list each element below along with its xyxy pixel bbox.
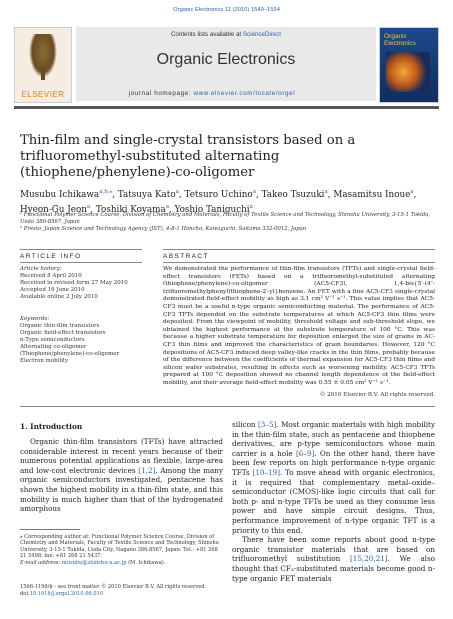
divider xyxy=(163,249,435,250)
body-column-right xyxy=(232,420,435,583)
paragraph: There have been some reports about good n-type organic transistor materials that are based on trifluoromethyl substitution [15,20,21]. We also thought that CF₃-substituted materials become good n-type organic FET materials xyxy=(232,535,435,583)
abstract-text: We demonstrated the performance of thin-film transistors (TFTs) and single-crystal field-effect transistors (FETs) based on a trifluoromethyl-substituted alternating (thiophene/phenylene)-co-oligomer (AC5-CF3), 1,4-bis{5′-(4″-trifluoromethylphenyl)thiophene-2′-yl}benzene. An FET with a fine AC5-CF3 single-crystal demonstrated field-effect mobility as high as 3.1 cm² V⁻¹ s⁻¹. This value implies that AC5-CF3 must be a useful n-type organic semiconducting material. The performance of AC5-CF3 TFTs depended on the substrate temperatures at which AC5-CF3 thin films were deposited. From the viewpoint of mobility, threshold voltage and sub-threshold slope, we obtained the highest performance at the substrate temperature of 100 °C. This was because a higher substrate temperature for deposition enlarged the size of grains in AC-CF3 thin films and improved the characteristics of grain boundaries. However, 120 °C depositions of AC5-CF3 induced deep valley-like cracks in the thin films, probably because of the difference between the coefficients of thermal expansion for AC5-CF3 thin films and silicon wafer substrates, resulting in effects such as worsening mobility. AC5-CF3 TFTs prepared at 100 °C deposition showed no channel length dependence of the field-effect mobility, and their average field-effect mobility was 0.55 ± 0.05 cm² V⁻¹ s⁻¹. xyxy=(163,266,435,386)
affiliation: ᵃ Functional Polymer Science Course, Division of Chemistry and Materials, Faculty of Textile Science and Technology, Shinshu University, 3-15-1 Tokida, Ueda 386-8567, Japan xyxy=(20,212,431,225)
paragraph: silicon [3–5]. Most organic materials with high mobility in the thin-film state, such as pentacene and thiophene derivatives, are p-type semiconductors whose main carrier is a hole [6–9]. On the other hand, there have been few reports on high performance n-type organic TFTs [10–19]. To move ahead with organic electronics, it is required that complementary metal–oxide–semiconductor (CMOS)-like logic circuits that call for both p- and n-type TFTs be used as they consume less power and have simple circuit designs. Thus, performance improvement of n-type organic TFT is a priority to this end. xyxy=(232,420,435,535)
keyword: Organic thin-film transistors xyxy=(20,323,100,329)
contents-line: Contents lists available at ScienceDirect xyxy=(170,31,282,38)
keyword: Alternating co-oligomer xyxy=(20,344,87,350)
citation-link[interactable]: [3–5] xyxy=(258,420,277,429)
history-item: Available online 2 July 2010 xyxy=(20,294,98,300)
keyword: Electron mobility xyxy=(20,358,69,364)
citation-link[interactable]: [1,2] xyxy=(138,465,156,475)
article-title: Thin-film and single-crystal transistors based on a trifluoromethyl-substituted alternating (thiophene/phenylene)-co-oligomer xyxy=(20,133,356,180)
keyword: Organic field-effect transistors xyxy=(20,330,106,336)
author[interactable]: Musubu Ichikawa$^{a,b,⁎}$ xyxy=(20,189,113,200)
journal-name: Organic Electronics xyxy=(156,51,296,68)
author[interactable]: Masamitsu Inoue$^a$ xyxy=(333,189,414,200)
cover-title: Organic Electronics xyxy=(384,33,416,47)
homepage-line: journal homepage: www.elsevier.com/locate/orgel xyxy=(128,90,296,97)
history-item: Received in revised form 27 May 2010 xyxy=(20,280,128,286)
author[interactable]: Toshiki Koyama$^a$ xyxy=(95,203,169,215)
doi-link[interactable]: 10.1016/j.orgel.2010.06.010 xyxy=(29,590,104,597)
header-divider xyxy=(14,106,439,109)
homepage-link[interactable]: www.elsevier.com/locate/orgel xyxy=(193,90,296,97)
paragraph: Organic thin-film transistors (TFTs) have attracted considerable interest in recent years because of their numerous potential applications as flexible, large-area and low-cost electronic devices [1,2]. Among the many organic semiconductors investigated, pentacene has shown the highest mobility in a thin-film state, and this mobility is much higher than that of the hydrogenated amorphous xyxy=(20,437,223,514)
journal-cover-image[interactable] xyxy=(379,27,439,103)
author[interactable]: Takeo Tsuzuki$^a$ xyxy=(261,189,328,200)
author[interactable]: Tatsuya Kato$^a$ xyxy=(117,189,179,200)
divider xyxy=(20,406,435,407)
issn-block: 1566-1199/$ - see front matter © 2010 Elsevier B.V. All rights reserved. doi:10.1016/j.orgel.2010.06.010 xyxy=(20,584,207,597)
corresponding-author-footnote: ⁎ Corresponding author at: Functional Polymer Science Course, Division of Chemistry and Materials, Faculty of Textile Science and Technology, Shinshu University, 3-15-1 Tokida, Ueda City, Nagano 386-8567, Japan. Tel.: +81 268 21 5498; fax: +81 268 21 5437. E-mail address: musubu@shinshu-u.ac.jp (M. Ichikawa). xyxy=(20,534,219,566)
footnote-divider xyxy=(20,529,80,530)
sciencedirect-link[interactable]: ScienceDirect xyxy=(242,31,282,38)
email-link[interactable]: musubu@shinshu-u.ac.jp xyxy=(61,559,127,566)
divider xyxy=(20,249,142,250)
author-list: Musubu Ichikawa$^{a,b,⁎}$, Tatsuya Kato$^a$, Tetsuro Uchino$^a$, Takeo Tsuzuki$^a$, Masamitsu Inoue$^a$, Hyeon-Gu Jeon$^a$, Toshiki Koyama$^a$, Yoshio Taniguchi$^a$ xyxy=(20,189,417,215)
divider xyxy=(20,262,142,263)
journal-reference[interactable]: Organic Electronics 11 (2010) 1549–1554 xyxy=(173,7,280,13)
body-column-left xyxy=(20,437,223,514)
abstract-heading: ABSTRACT xyxy=(163,253,209,260)
citation-link[interactable]: [10–19] xyxy=(252,467,281,477)
keyword: (Thiophene/phenylene)-co-oligomer xyxy=(20,351,120,357)
copyright: © 2010 Elsevier B.V. All rights reserved. xyxy=(319,392,435,398)
author[interactable]: Hyeon-Gu Jeon$^a$ xyxy=(20,203,91,215)
publisher-name: ELSEVIER xyxy=(21,90,65,99)
author[interactable]: Tetsuro Uchino$^a$ xyxy=(184,189,256,200)
author[interactable]: Yoshio Taniguchi$^a$ xyxy=(174,203,253,215)
article-info-heading: ARTICLE INFO xyxy=(20,253,82,260)
affiliations xyxy=(20,212,440,233)
article-history: Article history: Received 8 April 2010 Received in revised form 27 May 2010 Accepted 16 June 2010 Available online 2 July 2010 xyxy=(20,266,135,301)
history-item: Received 8 April 2010 xyxy=(20,273,82,279)
history-item: Accepted 16 June 2010 xyxy=(20,287,85,293)
section-heading: 1. Introduction xyxy=(20,422,83,431)
affiliation: ᵇ Presto, Japan Science and Technology Agency (JST), 4-8-1 Honcho, Kawaguchi, Saitama 332-0012, Japan xyxy=(20,226,307,232)
citation-link[interactable]: [15,20,21] xyxy=(349,554,388,564)
citation-link[interactable]: [6–9] xyxy=(295,448,315,458)
divider xyxy=(163,262,435,263)
keywords: Keywords: Organic thin-film transistors Organic field-effect transistors n-Type semiconductors Alternating co-oligomer (Thiophene/phenylene)-co-oligomer Electron mobility xyxy=(20,316,140,365)
keyword: n-Type semiconductors xyxy=(20,337,85,343)
